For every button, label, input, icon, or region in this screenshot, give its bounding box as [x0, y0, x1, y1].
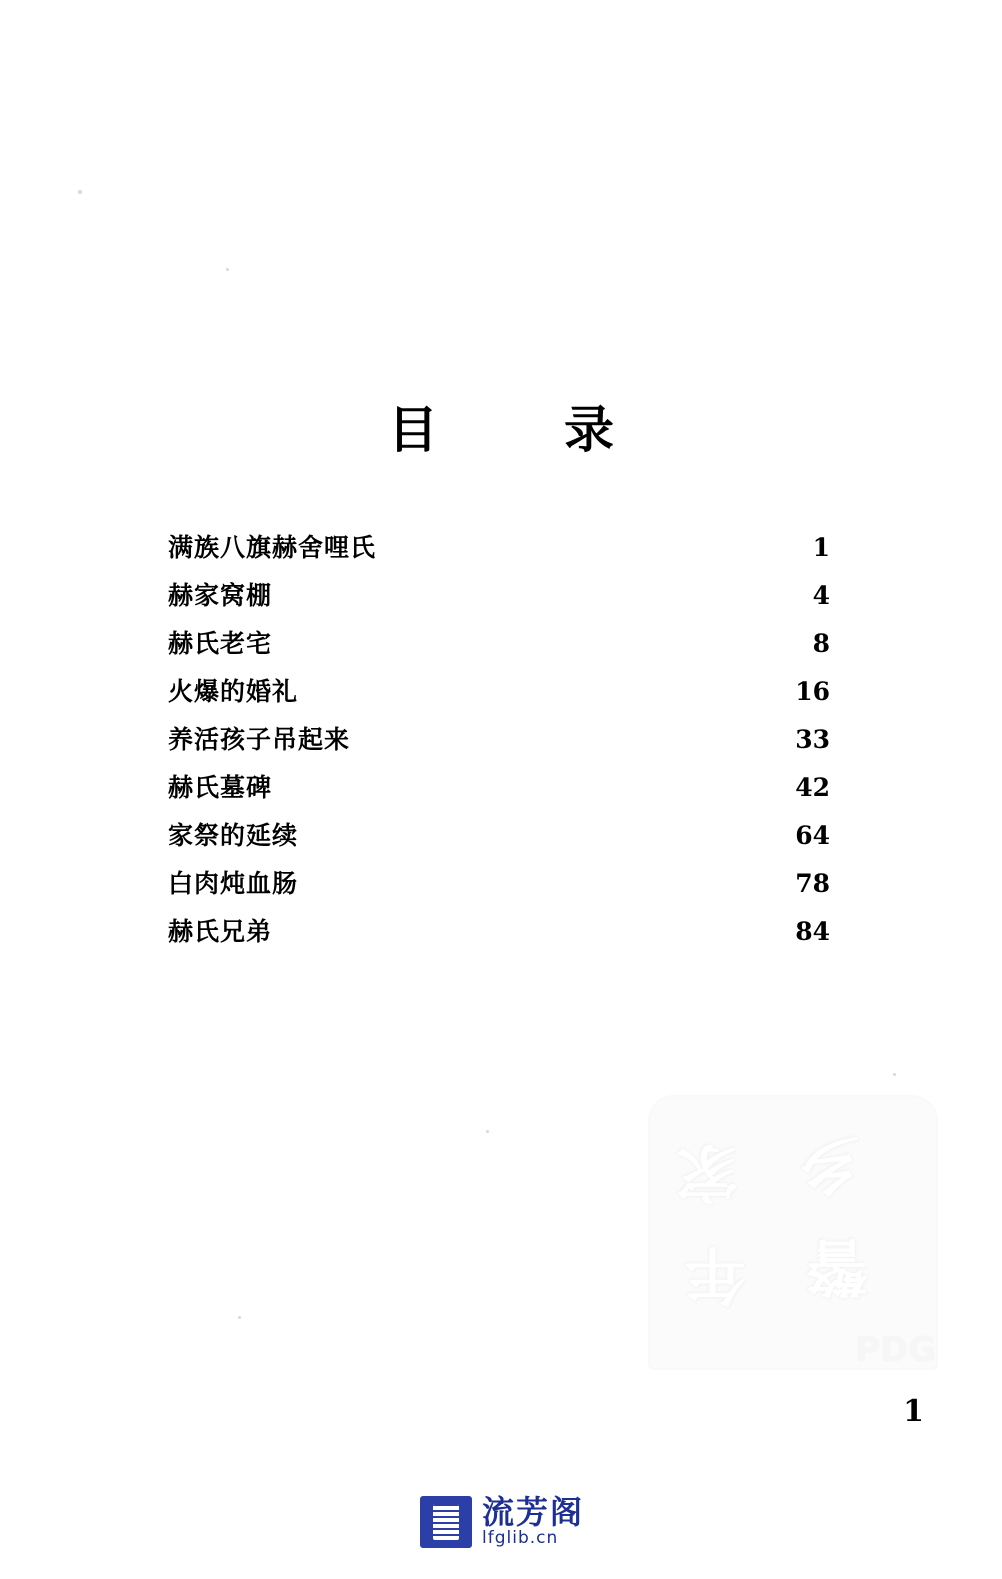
seal-char: 乡: [798, 1128, 861, 1201]
toc-entry-page: 8: [812, 629, 830, 658]
logo-name: 流芳阁: [482, 1493, 585, 1532]
logo-text: [482, 1493, 585, 1548]
seal-shape: [648, 1095, 938, 1370]
logo-url: lfglib.cn: [482, 1527, 559, 1548]
toc-entry-label: 养活孩子吊起来: [168, 725, 351, 754]
toc-entry-page: 16: [795, 677, 830, 706]
table-of-contents: [168, 528, 830, 960]
toc-leader: [386, 551, 776, 552]
book-icon: [420, 1496, 472, 1548]
toc-entry[interactable]: [168, 672, 830, 720]
toc-entry[interactable]: [168, 912, 830, 960]
toc-leader: [308, 695, 776, 696]
scan-speck: [486, 1130, 489, 1133]
toc-entry[interactable]: [168, 768, 830, 816]
toc-entry-label: 火爆的婚礼: [168, 677, 299, 706]
toc-entry[interactable]: [168, 720, 830, 768]
toc-entry-page: 1: [812, 533, 830, 562]
toc-entry-label: 赫氏兄弟: [168, 917, 273, 946]
toc-entry-page: 4: [812, 581, 830, 610]
toc-leader: [360, 743, 776, 744]
scan-speck: [78, 190, 82, 194]
toc-entry-page: 84: [795, 917, 830, 946]
toc-leader: [308, 887, 776, 888]
toc-entry[interactable]: [168, 816, 830, 864]
toc-entry-label: 家祭的延续: [168, 821, 299, 850]
toc-entry-label: 满族八旗赫舍哩氏: [168, 533, 377, 562]
scan-speck: [226, 268, 229, 271]
seal-char: 年: [684, 1238, 747, 1311]
page-number: 1: [903, 1394, 924, 1429]
scan-speck: [893, 1073, 896, 1076]
toc-leader: [308, 839, 776, 840]
toc-entry[interactable]: [168, 624, 830, 672]
watermark-label: PDG: [854, 1330, 936, 1370]
toc-leader: [282, 647, 776, 648]
site-logo[interactable]: [420, 1493, 585, 1548]
toc-entry-page: 78: [795, 869, 830, 898]
toc-entry-label: 赫氏墓碑: [168, 773, 273, 802]
scan-speck: [238, 1316, 241, 1319]
page-title: 目 录: [388, 400, 652, 459]
toc-entry-label: 赫家窝棚: [168, 581, 273, 610]
toc-entry-page: 33: [795, 725, 830, 754]
seal-char: 警: [806, 1230, 869, 1303]
seal-char: 家: [676, 1136, 739, 1209]
toc-entry[interactable]: [168, 528, 830, 576]
toc-leader: [282, 599, 776, 600]
toc-entry-label: 白肉炖血肠: [168, 869, 299, 898]
toc-entry[interactable]: [168, 864, 830, 912]
toc-leader: [282, 791, 776, 792]
toc-entry-page: 64: [795, 821, 830, 850]
toc-leader: [282, 935, 776, 936]
watermark-seal: [648, 1095, 938, 1370]
toc-entry-label: 赫氏老宅: [168, 629, 273, 658]
toc-entry[interactable]: [168, 576, 830, 624]
toc-entry-page: 42: [795, 773, 830, 802]
